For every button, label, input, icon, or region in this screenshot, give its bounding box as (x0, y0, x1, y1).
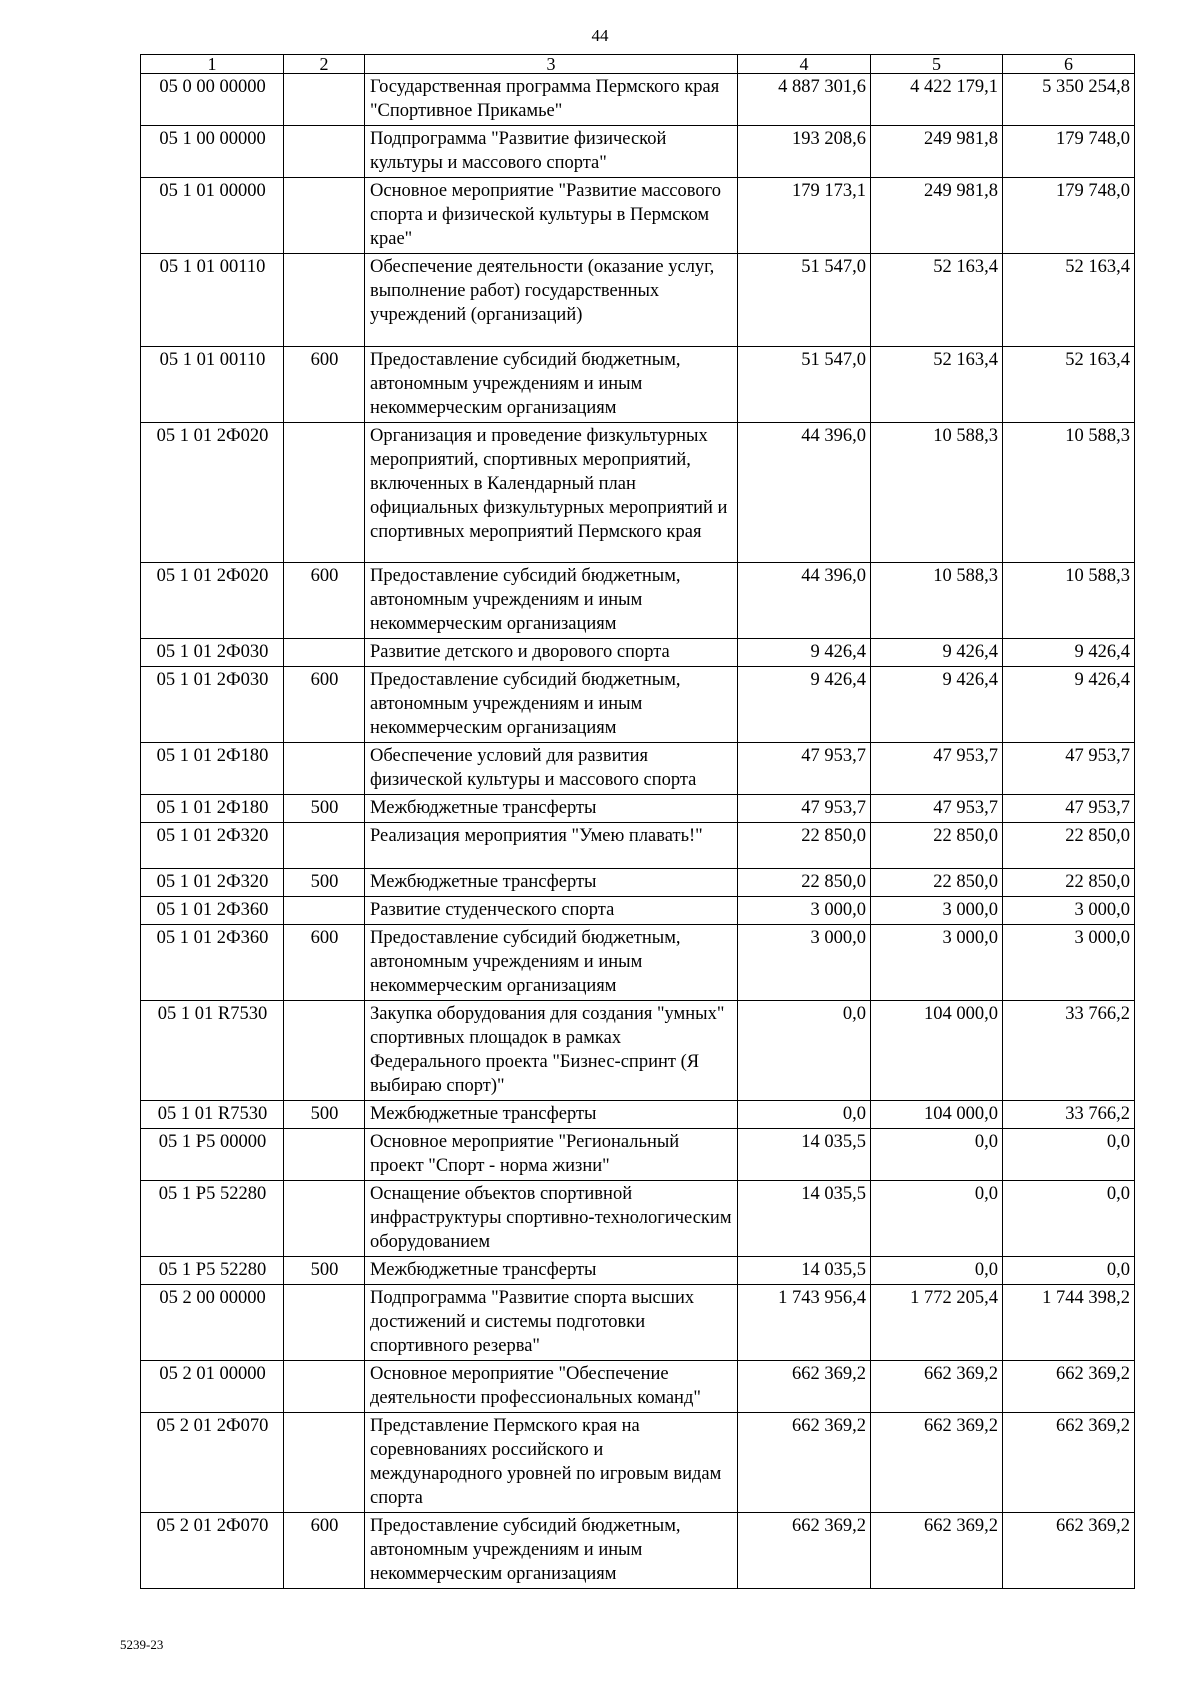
expense-type-cell: 500 (284, 1257, 365, 1285)
item-name-cell: Обеспечение условий для развития физической культуры и массового спорта (365, 743, 738, 795)
table-row (141, 126, 1135, 178)
expense-type-cell (284, 639, 365, 667)
target-code-cell: 05 1 01 2Ф030 (141, 639, 284, 667)
amount-col4-cell: 14 035,5 (738, 1181, 871, 1257)
document-code: 5239-23 (120, 1637, 164, 1652)
expense-type-cell: 500 (284, 795, 365, 823)
expense-type-cell (284, 743, 365, 795)
target-code-cell: 05 1 01 2Ф360 (141, 897, 284, 925)
column-number: 6 (1003, 55, 1135, 74)
amount-col4-cell: 9 426,4 (738, 639, 871, 667)
amount-col6-cell: 662 369,2 (1003, 1513, 1135, 1589)
table-row (141, 563, 1135, 639)
amount-col6-cell: 0,0 (1003, 1257, 1135, 1285)
amount-col6-cell: 47 953,7 (1003, 743, 1135, 795)
amount-col6-cell: 3 000,0 (1003, 925, 1135, 1001)
amount-col5-cell: 0,0 (871, 1181, 1003, 1257)
target-code-cell: 05 1 01 2Ф020 (141, 563, 284, 639)
amount-col5-cell: 0,0 (871, 1257, 1003, 1285)
amount-col4-cell: 1 743 956,4 (738, 1285, 871, 1361)
table-row (141, 869, 1135, 897)
amount-col6-cell: 1 744 398,2 (1003, 1285, 1135, 1361)
target-code-cell: 05 1 01 00000 (141, 178, 284, 254)
expense-type-cell (284, 1285, 365, 1361)
table-row (141, 1361, 1135, 1413)
target-code-cell: 05 1 01 00110 (141, 254, 284, 347)
amount-col5-cell: 662 369,2 (871, 1413, 1003, 1513)
amount-col6-cell: 179 748,0 (1003, 126, 1135, 178)
table-row (141, 254, 1135, 347)
amount-col4-cell: 193 208,6 (738, 126, 871, 178)
column-number: 1 (141, 55, 284, 74)
amount-col4-cell: 51 547,0 (738, 254, 871, 347)
amount-col4-cell: 9 426,4 (738, 667, 871, 743)
target-code-cell: 05 2 01 2Ф070 (141, 1413, 284, 1513)
table-row (141, 795, 1135, 823)
amount-col5-cell: 1 772 205,4 (871, 1285, 1003, 1361)
table-row (141, 1001, 1135, 1101)
target-code-cell: 05 1 01 2Ф320 (141, 869, 284, 897)
amount-col6-cell: 9 426,4 (1003, 639, 1135, 667)
expense-type-cell (284, 178, 365, 254)
amount-col5-cell: 52 163,4 (871, 347, 1003, 423)
amount-col5-cell: 249 981,8 (871, 126, 1003, 178)
expense-type-cell: 500 (284, 1101, 365, 1129)
amount-col6-cell: 33 766,2 (1003, 1001, 1135, 1101)
amount-col4-cell: 4 887 301,6 (738, 74, 871, 126)
table-row (141, 74, 1135, 126)
item-name-cell: Развитие детского и дворового спорта (365, 639, 738, 667)
expense-type-cell (284, 74, 365, 126)
expense-type-cell: 600 (284, 1513, 365, 1589)
amount-col4-cell: 662 369,2 (738, 1513, 871, 1589)
target-code-cell: 05 0 00 00000 (141, 74, 284, 126)
amount-col5-cell: 52 163,4 (871, 254, 1003, 347)
table-row (141, 1257, 1135, 1285)
table-row (141, 639, 1135, 667)
amount-col5-cell: 22 850,0 (871, 869, 1003, 897)
target-code-cell: 05 2 00 00000 (141, 1285, 284, 1361)
target-code-cell: 05 1 01 R7530 (141, 1101, 284, 1129)
amount-col5-cell: 47 953,7 (871, 795, 1003, 823)
amount-col4-cell: 662 369,2 (738, 1361, 871, 1413)
table-row (141, 423, 1135, 563)
table-row (141, 1513, 1135, 1589)
target-code-cell: 05 1 00 00000 (141, 126, 284, 178)
amount-col5-cell: 0,0 (871, 1129, 1003, 1181)
expense-type-cell (284, 1129, 365, 1181)
item-name-cell: Организация и проведение физкультурных мероприятий, спортивных мероприятий, включенных в Календарный план официальных физкультурных мероприятий и спортивных мероприятий Пермского края (365, 423, 738, 563)
target-code-cell: 05 2 01 00000 (141, 1361, 284, 1413)
amount-col5-cell: 9 426,4 (871, 639, 1003, 667)
amount-col5-cell: 22 850,0 (871, 823, 1003, 869)
amount-col4-cell: 47 953,7 (738, 743, 871, 795)
item-name-cell: Подпрограмма "Развитие спорта высших достижений и системы подготовки спортивного резерва" (365, 1285, 738, 1361)
item-name-cell: Предоставление субсидий бюджетным, автономным учреждениям и иным некоммерческим организациям (365, 347, 738, 423)
amount-col6-cell: 47 953,7 (1003, 795, 1135, 823)
amount-col5-cell: 10 588,3 (871, 563, 1003, 639)
expense-type-cell (284, 1001, 365, 1101)
amount-col5-cell: 104 000,0 (871, 1101, 1003, 1129)
amount-col4-cell: 3 000,0 (738, 925, 871, 1001)
amount-col6-cell: 22 850,0 (1003, 823, 1135, 869)
amount-col4-cell: 22 850,0 (738, 869, 871, 897)
item-name-cell: Развитие студенческого спорта (365, 897, 738, 925)
expense-type-cell (284, 1413, 365, 1513)
amount-col6-cell: 0,0 (1003, 1181, 1135, 1257)
table-row (141, 897, 1135, 925)
table-row (141, 1129, 1135, 1181)
target-code-cell: 05 1 01 2Ф180 (141, 795, 284, 823)
item-name-cell: Реализация мероприятия "Умею плавать!" (365, 823, 738, 869)
target-code-cell: 05 1 01 00110 (141, 347, 284, 423)
amount-col6-cell: 5 350 254,8 (1003, 74, 1135, 126)
table-row (141, 1181, 1135, 1257)
amount-col6-cell: 179 748,0 (1003, 178, 1135, 254)
amount-col6-cell: 52 163,4 (1003, 347, 1135, 423)
amount-col4-cell: 51 547,0 (738, 347, 871, 423)
amount-col6-cell: 9 426,4 (1003, 667, 1135, 743)
expense-type-cell (284, 897, 365, 925)
amount-col5-cell: 249 981,8 (871, 178, 1003, 254)
amount-col6-cell: 662 369,2 (1003, 1361, 1135, 1413)
amount-col4-cell: 3 000,0 (738, 897, 871, 925)
budget-table (140, 54, 1135, 1589)
amount-col6-cell: 22 850,0 (1003, 869, 1135, 897)
item-name-cell: Закупка оборудования для создания "умных" спортивных площадок в рамках Федерального проекта "Бизнес-спринт (Я выбираю спорт)" (365, 1001, 738, 1101)
table-row (141, 667, 1135, 743)
item-name-cell: Межбюджетные трансферты (365, 869, 738, 897)
amount-col6-cell: 3 000,0 (1003, 897, 1135, 925)
column-number: 3 (365, 55, 738, 74)
target-code-cell: 05 1 01 2Ф320 (141, 823, 284, 869)
amount-col5-cell: 3 000,0 (871, 925, 1003, 1001)
table-row (141, 1413, 1135, 1513)
expense-type-cell (284, 1181, 365, 1257)
table-row (141, 178, 1135, 254)
amount-col5-cell: 104 000,0 (871, 1001, 1003, 1101)
amount-col5-cell: 662 369,2 (871, 1361, 1003, 1413)
amount-col5-cell: 662 369,2 (871, 1513, 1003, 1589)
amount-col4-cell: 22 850,0 (738, 823, 871, 869)
item-name-cell: Межбюджетные трансферты (365, 1101, 738, 1129)
amount-col4-cell: 14 035,5 (738, 1129, 871, 1181)
item-name-cell: Основное мероприятие "Развитие массового спорта и физической культуры в Пермском крае" (365, 178, 738, 254)
table-row (141, 925, 1135, 1001)
column-number-row (141, 55, 1135, 74)
table-row (141, 1101, 1135, 1129)
item-name-cell: Предоставление субсидий бюджетным, автономным учреждениям и иным некоммерческим организациям (365, 1513, 738, 1589)
expense-type-cell (284, 423, 365, 563)
column-number: 2 (284, 55, 365, 74)
page-number: 44 (591, 26, 609, 45)
item-name-cell: Государственная программа Пермского края "Спортивное Прикамье" (365, 74, 738, 126)
table-row (141, 743, 1135, 795)
amount-col6-cell: 10 588,3 (1003, 563, 1135, 639)
expense-type-cell: 600 (284, 563, 365, 639)
column-number: 5 (871, 55, 1003, 74)
amount-col4-cell: 44 396,0 (738, 423, 871, 563)
amount-col6-cell: 52 163,4 (1003, 254, 1135, 347)
target-code-cell: 05 1 P5 00000 (141, 1129, 284, 1181)
amount-col5-cell: 9 426,4 (871, 667, 1003, 743)
item-name-cell: Представление Пермского края на соревнованиях российского и международного уровней по игровым видам спорта (365, 1413, 738, 1513)
expense-type-cell (284, 126, 365, 178)
table-row (141, 823, 1135, 869)
item-name-cell: Основное мероприятие "Обеспечение деятельности профессиональных команд" (365, 1361, 738, 1413)
amount-col5-cell: 4 422 179,1 (871, 74, 1003, 126)
target-code-cell: 05 1 P5 52280 (141, 1257, 284, 1285)
target-code-cell: 05 1 P5 52280 (141, 1181, 284, 1257)
item-name-cell: Предоставление субсидий бюджетным, автономным учреждениям и иным некоммерческим организациям (365, 563, 738, 639)
item-name-cell: Основное мероприятие "Региональный проект "Спорт - норма жизни" (365, 1129, 738, 1181)
item-name-cell: Предоставление субсидий бюджетным, автономным учреждениям и иным некоммерческим организациям (365, 925, 738, 1001)
target-code-cell: 05 1 01 2Ф180 (141, 743, 284, 795)
item-name-cell: Предоставление субсидий бюджетным, автономным учреждениям и иным некоммерческим организациям (365, 667, 738, 743)
target-code-cell: 05 1 01 2Ф030 (141, 667, 284, 743)
expense-type-cell (284, 254, 365, 347)
amount-col4-cell: 44 396,0 (738, 563, 871, 639)
expense-type-cell: 600 (284, 925, 365, 1001)
expense-type-cell: 600 (284, 667, 365, 743)
amount-col6-cell: 0,0 (1003, 1129, 1135, 1181)
expense-type-cell: 600 (284, 347, 365, 423)
amount-col4-cell: 47 953,7 (738, 795, 871, 823)
amount-col4-cell: 0,0 (738, 1101, 871, 1129)
amount-col5-cell: 47 953,7 (871, 743, 1003, 795)
expense-type-cell (284, 823, 365, 869)
target-code-cell: 05 1 01 2Ф020 (141, 423, 284, 563)
expense-type-cell (284, 1361, 365, 1413)
amount-col6-cell: 662 369,2 (1003, 1413, 1135, 1513)
item-name-cell: Оснащение объектов спортивной инфраструктуры спортивно-технологическим оборудованием (365, 1181, 738, 1257)
target-code-cell: 05 2 01 2Ф070 (141, 1513, 284, 1589)
column-number: 4 (738, 55, 871, 74)
target-code-cell: 05 1 01 R7530 (141, 1001, 284, 1101)
amount-col4-cell: 0,0 (738, 1001, 871, 1101)
amount-col6-cell: 33 766,2 (1003, 1101, 1135, 1129)
amount-col4-cell: 14 035,5 (738, 1257, 871, 1285)
amount-col5-cell: 10 588,3 (871, 423, 1003, 563)
table-row (141, 1285, 1135, 1361)
amount-col5-cell: 3 000,0 (871, 897, 1003, 925)
amount-col4-cell: 179 173,1 (738, 178, 871, 254)
item-name-cell: Обеспечение деятельности (оказание услуг, выполнение работ) государственных учреждений (организаций) (365, 254, 738, 347)
item-name-cell: Подпрограмма "Развитие физической культуры и массового спорта" (365, 126, 738, 178)
item-name-cell: Межбюджетные трансферты (365, 1257, 738, 1285)
expense-type-cell: 500 (284, 869, 365, 897)
amount-col4-cell: 662 369,2 (738, 1413, 871, 1513)
target-code-cell: 05 1 01 2Ф360 (141, 925, 284, 1001)
table-row (141, 347, 1135, 423)
amount-col6-cell: 10 588,3 (1003, 423, 1135, 563)
item-name-cell: Межбюджетные трансферты (365, 795, 738, 823)
